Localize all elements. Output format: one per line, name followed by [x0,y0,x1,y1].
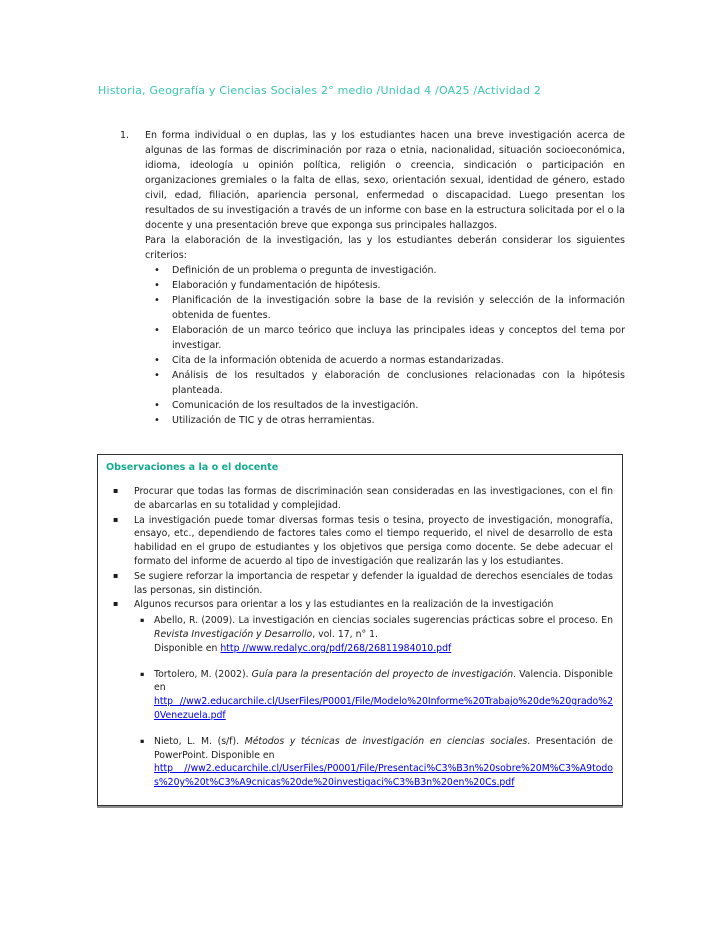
observation-item: ▪ Se sugiere reforzar la importancia de respetar y defender la igualdad de derechos esenciales de todas las personas, sin distinción. [106,570,613,598]
observations-heading: Observaciones a la o el docente [106,462,279,473]
activity-1 [120,128,625,428]
observations-list [106,485,613,790]
resource-citation: Nieto, L. M. (s/f). [154,735,245,747]
page-title: Historia, Geografía y Ciencias Sociales 2° medio /Unidad 4 /OA25 /Actividad 2 [98,84,542,97]
resource-citation: Tortolero, M. (2002). [154,668,252,680]
criteria-list [145,263,625,428]
observation-item: ▪ Procurar que todas las formas de discriminación sean consideradas en las investigaciones, con el fin de abarcarlas en su totalidad y complejidad. [106,485,613,513]
criteria-item: • Utilización de TIC y de otras herramientas. [145,413,625,428]
teacher-observations-box [97,454,623,806]
resource-title: Guía para la presentación del proyecto de investigación [251,668,514,680]
criteria-item: • Elaboración de un marco teórico que incluya las principales ideas y conceptos del tema por investigar. [145,323,625,353]
activity-intro-paragraph: En forma individual o en duplas, las y los estudiantes hacen una breve investigación acerca de algunas de las formas de discriminación por raza o etnia, nacionalidad, situación socioeconómica, idioma, ideología u opinión política, religión o creencia, sindicación o participación en organizaciones gremiales o la falta de ellas, sexo, orientación sexual, identidad de género, estado civil, edad, filiación, apariencia personal, enfermedad o discapacidad. Luego presentan los resultados de su investigación a través de un informe con base en la estructura solicitada por el o la docente y una presentación breve que exponga sus principales hallazgos. [145,130,625,231]
resource-title: Métodos y técnicas de investigación en ciencias sociales [244,735,528,747]
observation-item: ▪ La investigación puede tomar diversas formas tesis o tesina, proyecto de investigación, monografía, ensayo, etc., dependiendo de factores tales como el tiempo requerido, el nivel de desarrollo de esta habilidad en el grupo de estudiantes y los objetivos que persiga como docente. Se debe adecuar el formato del informe de acuerdo al tipo de investigación que realizarán las y los estudiantes. [106,514,613,569]
resource-citation-end: . Presentación de PowerPoint. Disponible en [154,735,613,761]
resource-link-line [154,642,613,656]
resource-citation-end: , vol. 17, n° 1. [312,628,378,640]
criteria-item: • Cita de la información obtenida de acuerdo a normas estandarizadas. [145,353,625,368]
resource-hyperlink[interactable]: http //ww2.educarchile.cl/UserFiles/P0001/File/Modelo%20Informe%20Trabajo%20de%20grado%20Venezuela.pdf [154,696,613,721]
resource-citation-end: . Valencia. Disponible en [154,668,613,694]
resource-item [134,735,613,790]
activity-body [145,128,625,428]
resource-title: Revista Investigación y Desarrollo [154,628,313,640]
observation-item [106,598,613,790]
resource-link-line [154,695,613,723]
observation-text: Algunos recursos para orientar a los y las estudiantes en la realización de la investigación [134,599,554,611]
resource-link-line [154,762,613,790]
resource-item [134,614,613,655]
criteria-item: • Análisis de los resultados y elaboración de conclusiones relacionadas con la hipótesis planteada. [145,368,625,398]
criteria-intro-paragraph: Para la elaboración de la investigación, las y los estudiantes deberán considerar los siguientes criterios: [145,235,625,261]
criteria-item: • Comunicación de los resultados de la investigación. [145,398,625,413]
resource-hyperlink[interactable]: http //ww2.educarchile.cl/UserFiles/P0001/File/Presentaci%C3%B3n%20sobre%20M%C3%A9todos%20y%20t%C3%A9cnicas%20de%20investigaci%C3%B3n%20en%20Cs.pdf [154,763,613,789]
resource-citation: Abello, R. (2009). La investigación en ciencias sociales sugerencias prácticas sobre el proceso. En [154,615,613,627]
criteria-item: • Definición de un problema o pregunta de investigación. [145,263,625,278]
criteria-item: • Planificación de la investigación sobre la base de la revisión y selección de la información obtenida de fuentes. [145,293,625,323]
criteria-item: • Elaboración y fundamentación de hipótesis. [145,278,625,293]
resource-availability: Disponible en [154,642,221,654]
activity-number: 1. [120,130,130,141]
resource-item [134,668,613,723]
resource-hyperlink[interactable]: http //www.redalyc.org/pdf/268/26811984010.pdf [220,642,452,654]
resource-list [134,614,613,790]
